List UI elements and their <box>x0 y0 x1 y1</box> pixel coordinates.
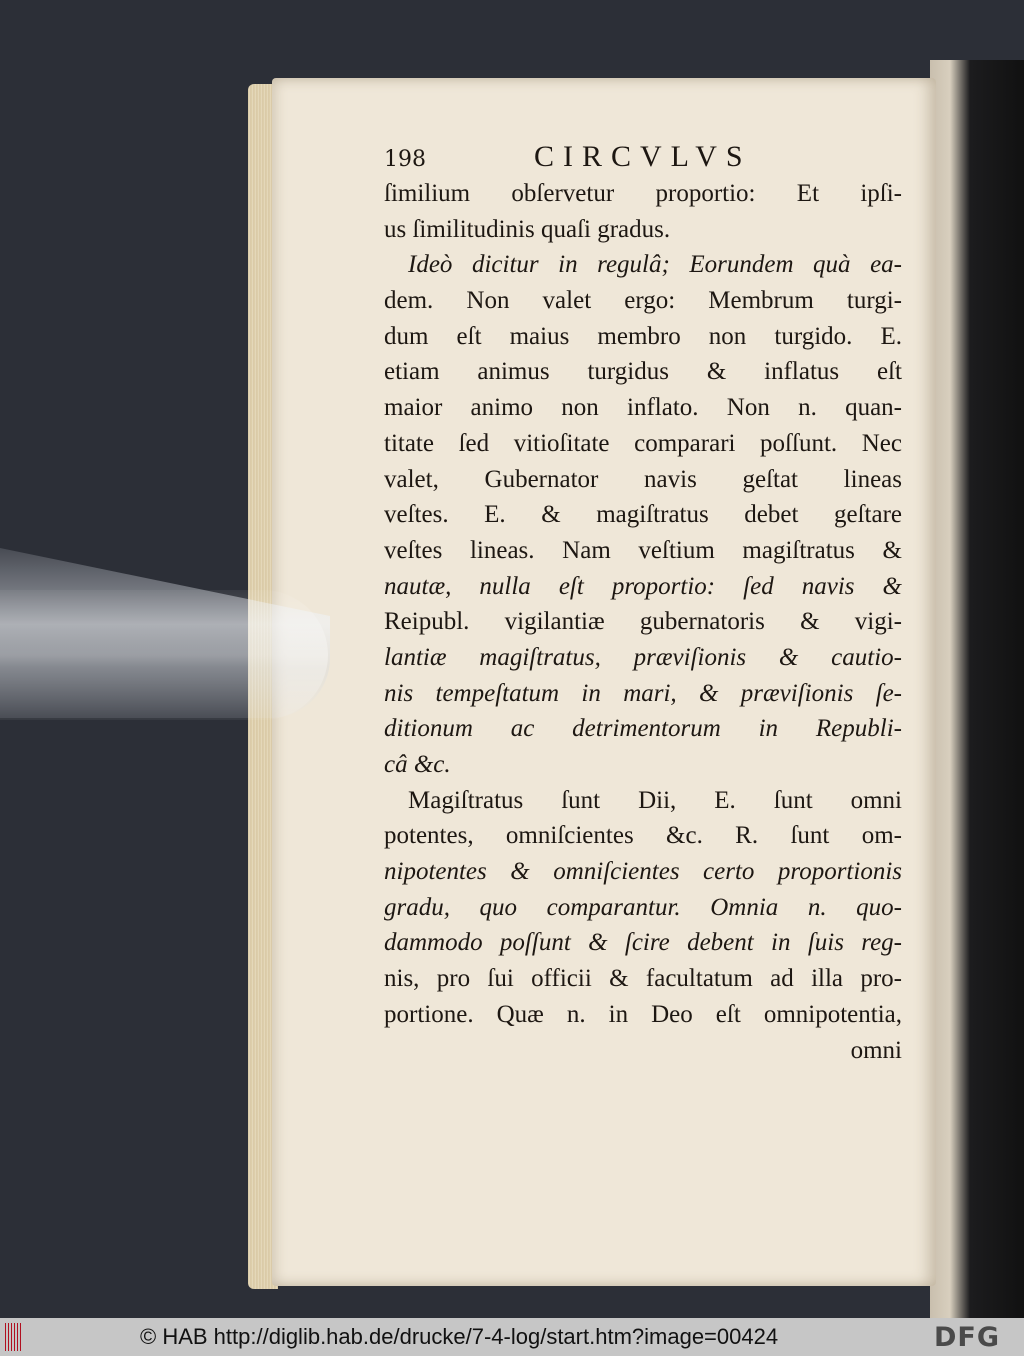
hab-logo-icon <box>5 1323 23 1351</box>
text-line: nautæ, nulla eſt proportio: ſed navis & <box>384 572 902 600</box>
running-title: CIRCVLVS <box>534 140 752 173</box>
text-line: ſimilium obſervetur proportio: Et ipſi- <box>384 180 902 207</box>
page-header <box>384 140 902 176</box>
text-line: valet, Gubernator navis geſtat lineas <box>384 465 902 493</box>
text-line: potentes, omniſcientes &c. R. ſunt om- <box>384 822 902 850</box>
text-line: Reipubl. vigilantiæ gubernatoris & vigi- <box>384 608 902 636</box>
text-line: gradu, quo comparantur. Omnia n. quo- <box>384 893 902 921</box>
catchword: omni <box>850 1036 902 1064</box>
text-line: dum eſt maius membro non turgido. E. <box>384 322 902 350</box>
text-line: ditionum ac detrimentorum in Republi- <box>384 715 902 743</box>
text-line: titate ſed vitioſitate comparari poſſunt. Nec <box>384 429 902 457</box>
footer-bar <box>0 1318 1024 1356</box>
text-line: veſtes. E. & magiſtratus debet geſtare <box>384 501 902 529</box>
text-line: nipotentes & omniſcientes certo proportionis <box>384 858 902 886</box>
text-line: dammodo poſſunt & ſcire debent in ſuis reg- <box>384 929 902 957</box>
text-line: etiam animus turgidus & inflatus eſt <box>384 358 902 386</box>
text-line: lantiæ magiſtratus, præviſionis & cautio- <box>384 643 902 671</box>
text-line: nis, pro ſui officii & facultatum ad illa pro- <box>384 965 902 993</box>
text-line: Magiſtratus ſunt Dii, E. ſunt omni <box>408 786 902 814</box>
text-line: câ &c. <box>384 751 451 778</box>
copyright-link[interactable]: © HAB http://diglib.hab.de/drucke/7-4-log/start.htm?image=00424 <box>140 1324 779 1349</box>
text-line: maior animo non inflato. Non n. quan- <box>384 394 902 422</box>
text-line: Ideò dicitur in regulâ; Eorundem quà ea- <box>408 251 902 279</box>
facing-page <box>930 60 1024 1318</box>
text-line: nis tempeſtatum in mari, & præviſionis ſe- <box>384 679 902 707</box>
text-line: veſtes lineas. Nam veſtium magiſtratus & <box>384 536 902 564</box>
plastic-strap-highlight <box>0 590 328 720</box>
text-line: dem. Non valet ergo: Membrum turgi- <box>384 287 902 315</box>
dfg-logo: DFG <box>934 1322 1001 1353</box>
text-line: us ſimilitudinis quaſi gradus. <box>384 215 671 243</box>
page-number: 198 <box>384 147 426 172</box>
text-line: portione. Quæ n. in Deo eſt omnipotentia, <box>384 1000 902 1028</box>
page-text <box>384 140 902 1068</box>
